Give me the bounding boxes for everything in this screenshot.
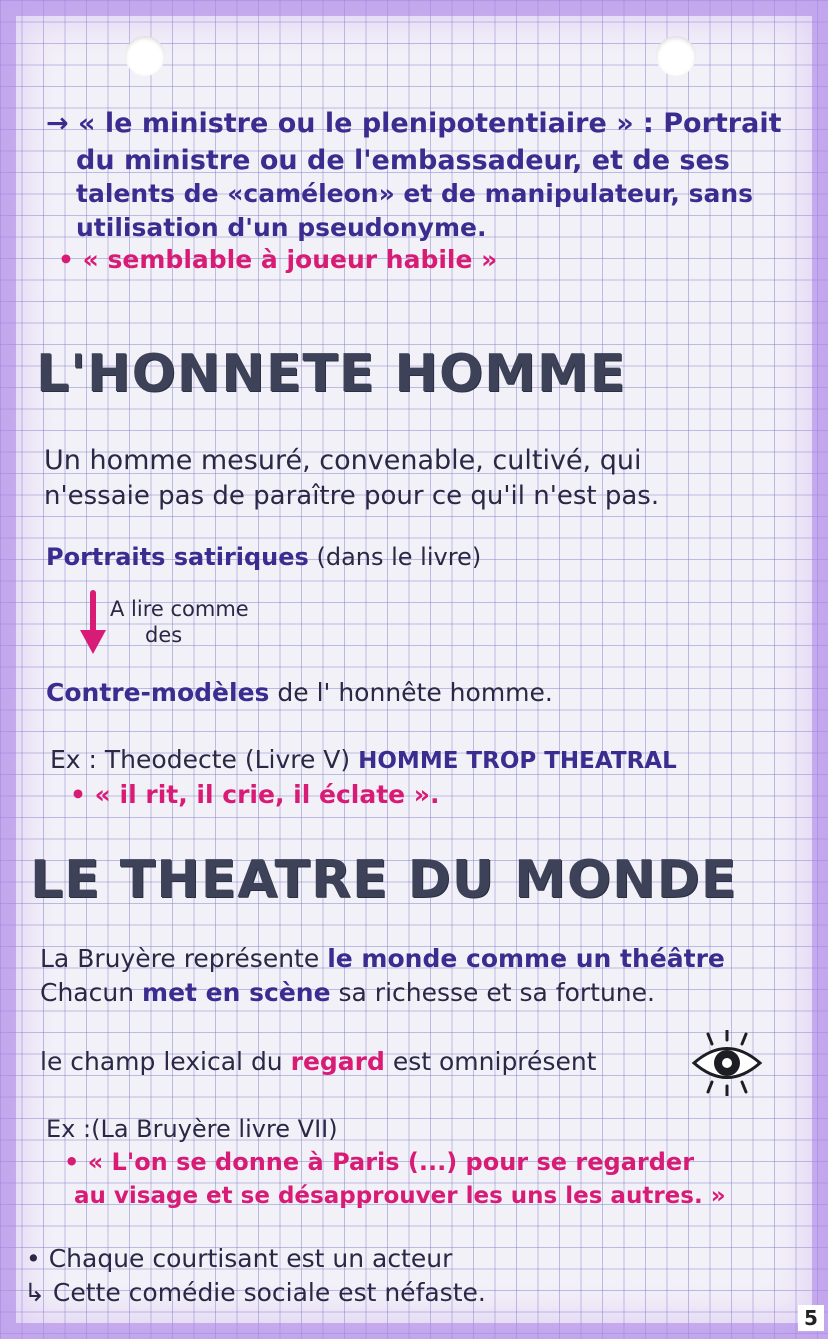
portraits-rest: (dans le livre)	[316, 543, 482, 571]
example-prefix: Ex : Theodecte (Livre V)	[50, 745, 351, 774]
contre-modeles-rest: de l' honnête homme.	[277, 678, 553, 707]
example-quote: • « il rit, il crie, il éclate ».	[70, 780, 440, 809]
intro-portrait: Portrait	[663, 108, 782, 139]
example-caps: HOMME TROP THEATRAL	[358, 748, 677, 774]
definition-line-2: n'essaie pas de paraître pour ce qu'il n'est pas.	[44, 481, 660, 511]
bullet-comedie: ↳ Cette comédie sociale est néfaste.	[24, 1278, 486, 1307]
arrow-note-1: A lire comme	[110, 597, 249, 621]
eye-icon	[690, 1030, 764, 1096]
theatre-line-1a: La Bruyère représente	[40, 944, 320, 973]
arrow-note-2: des	[145, 623, 183, 647]
example-source: Ex :(La Bruyère livre VII)	[46, 1115, 338, 1143]
contre-modeles-label: Contre-modèles	[46, 678, 270, 707]
portraits-label: Portraits satiriques	[46, 543, 309, 571]
intro-line-3: talents de «caméleon» et de manipulateur, sans	[76, 179, 754, 208]
section-title-honnete-homme: L'HONNETE HOMME	[36, 344, 627, 404]
theatre-line-2c: sa richesse et sa fortune.	[338, 978, 655, 1007]
theatre-line-1b: le monde comme un théâtre	[327, 944, 725, 973]
paris-quote-line-1: • « L'on se donne à Paris (...) pour se regarder	[64, 1148, 695, 1176]
paris-quote-line-2: au visage et se désapprouver les uns les autres. »	[74, 1183, 726, 1209]
theatre-line-2a: Chacun	[40, 978, 135, 1007]
definition-line-1: Un homme mesuré, convenable, cultivé, qui	[44, 445, 642, 476]
intro-line-2: du ministre ou de l'embassadeur, et de ses	[76, 145, 730, 176]
theatre-line-1	[40, 944, 725, 973]
regard-line	[40, 1047, 596, 1076]
regard-line-a: le champ lexical du	[40, 1047, 283, 1076]
intro-quote: → « le ministre ou le plenipotentiaire » :	[46, 108, 654, 139]
regard-word: regard	[290, 1047, 385, 1076]
example-line	[50, 745, 677, 774]
binder-hole-right	[656, 36, 696, 76]
theatre-line-2	[40, 978, 655, 1007]
intro-line-4: utilisation d'un pseudonyme.	[76, 213, 487, 242]
intro-line-1	[46, 108, 782, 139]
page-number: 5	[798, 1305, 824, 1331]
bullet-acteur: • Chaque courtisant est un acteur	[26, 1244, 453, 1273]
binder-hole-left	[125, 36, 165, 76]
intro-quote-line: • « semblable à joueur habile »	[58, 245, 498, 274]
portraits-line	[46, 543, 481, 571]
down-arrow-head	[80, 630, 106, 654]
contre-modeles-line	[46, 678, 553, 707]
section-title-theatre-monde: LE THEATRE DU MONDE	[30, 850, 738, 910]
theatre-line-2b: met en scène	[142, 978, 331, 1007]
regard-line-c: est omniprésent	[392, 1047, 597, 1076]
